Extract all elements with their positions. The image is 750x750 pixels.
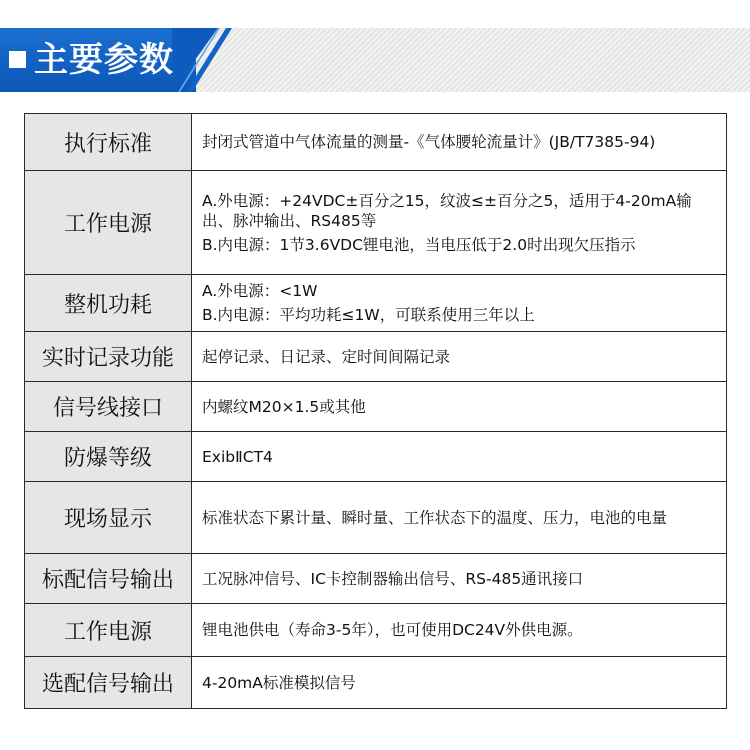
param-label: 标配信号输出 bbox=[25, 554, 192, 604]
param-label: 防爆等级 bbox=[25, 432, 192, 482]
table-row bbox=[25, 171, 727, 275]
table-row bbox=[25, 382, 727, 432]
param-label: 整机功耗 bbox=[25, 275, 192, 332]
param-value-line: A.外电源：<1W bbox=[202, 282, 318, 300]
param-value-line: 封闭式管道中气体流量的测量-《气体腰轮流量计》(JB/T7385-94) bbox=[202, 133, 656, 151]
table-row bbox=[25, 554, 727, 604]
param-value-line: 起停记录、日记录、定时间间隔记录 bbox=[202, 347, 451, 366]
param-value bbox=[192, 332, 727, 382]
param-value-line: 内螺纹M20×1.5或其他 bbox=[202, 397, 366, 416]
param-value bbox=[192, 432, 727, 482]
param-value bbox=[192, 114, 727, 171]
table-row bbox=[25, 114, 727, 171]
param-value-line: 4-20mA标准模拟信号 bbox=[202, 673, 356, 692]
param-value-line: ExibⅡCT4 bbox=[202, 447, 273, 466]
param-label: 工作电源 bbox=[25, 171, 192, 275]
param-value bbox=[192, 554, 727, 604]
param-label: 实时记录功能 bbox=[25, 332, 192, 382]
parameter-table bbox=[24, 113, 727, 709]
param-value bbox=[192, 657, 727, 709]
param-label: 信号线接口 bbox=[25, 382, 192, 432]
param-value-line: 锂电池供电（寿命3-5年），也可使用DC24V外供电源。 bbox=[202, 621, 583, 639]
param-value bbox=[192, 171, 727, 275]
param-value-line: B.内电源：1节3.6VDC锂电池，当电压低于2.0时出现欠压指示 bbox=[202, 235, 636, 254]
param-value bbox=[192, 275, 727, 332]
param-value bbox=[192, 482, 727, 554]
table-row bbox=[25, 604, 727, 657]
table-row bbox=[25, 275, 727, 332]
param-label: 现场显示 bbox=[25, 482, 192, 554]
param-value-line: A.外电源：+24VDC±百分之15，纹波≤±百分之5，适用于4-20mA输出、脉冲输出、RS485等 bbox=[202, 191, 692, 230]
table-row bbox=[25, 332, 727, 382]
param-label: 选配信号输出 bbox=[25, 657, 192, 709]
table-row bbox=[25, 432, 727, 482]
param-value-line: 工况脉冲信号、IC卡控制器输出信号、RS-485通讯接口 bbox=[202, 569, 584, 588]
param-value bbox=[192, 382, 727, 432]
square-bullet-icon bbox=[9, 51, 26, 68]
param-label: 工作电源 bbox=[25, 604, 192, 657]
table-row bbox=[25, 482, 727, 554]
table-row bbox=[25, 657, 727, 709]
page-title: 主要参数 bbox=[34, 40, 174, 80]
param-value-line: B.内电源：平均功耗≤1W，可联系使用三年以上 bbox=[202, 306, 535, 324]
param-value bbox=[192, 604, 727, 657]
param-label: 执行标准 bbox=[25, 114, 192, 171]
param-value-line: 标准状态下累计量、瞬时量、工作状态下的温度、压力，电池的电量 bbox=[202, 508, 668, 527]
